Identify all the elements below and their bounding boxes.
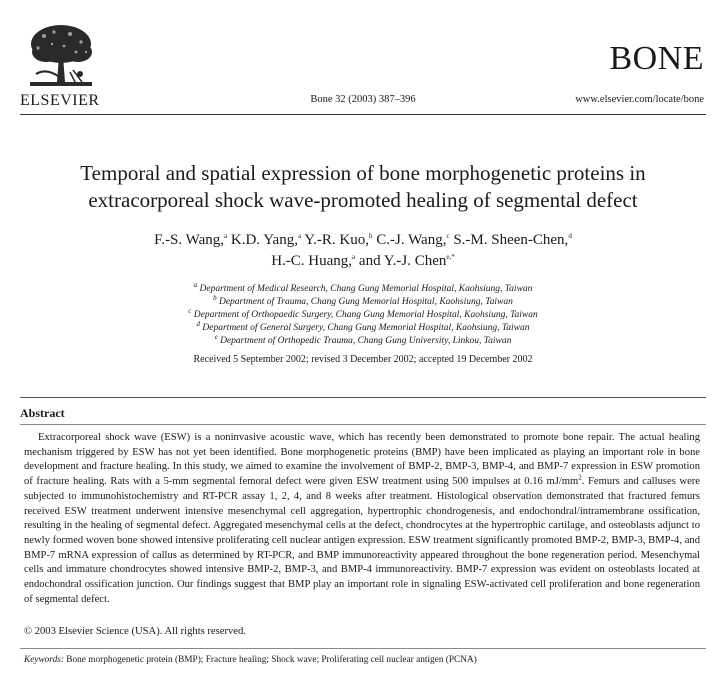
abstract-text-part-1: Extracorporeal shock wave (ESW) is a noninvasive acoustic wave, which has recently been demonstrated to promote bone repair. The actual healing mechanism triggered by ESW has not yet been identified. Bone morphogenetic proteins (BMP) have been implicated as playing an important role in bone development and fracture healing. In this study, we aimed to examine the involvement of BMP-2, BMP-3, BMP-4, and BMP-7 expression in ESW promotion of fracture healing. Rats with a 5-mm segmental femoral defect were given ESW treatment using 500 impulses at 0.16 mJ/mm [24, 432, 700, 488]
author-name: H.-C. Huang, [271, 253, 353, 269]
keywords-rule [20, 648, 706, 649]
author-line-1 [20, 230, 706, 251]
affiliation-text: Department of Trauma, Chang Gung Memorial Hospital, Kaohsiung, Taiwan [218, 297, 513, 307]
header-rule [20, 114, 706, 115]
affiliation [20, 319, 706, 335]
affiliation-mark: a [193, 280, 198, 289]
section-rule [20, 397, 706, 398]
author-line-2 [20, 251, 706, 272]
affiliation [20, 332, 706, 348]
citation: Bone 32 (2003) 387–396 [310, 94, 416, 105]
title-line-2: extracorporeal shock wave-promoted healing of segmental defect [88, 188, 638, 212]
author-name: C.-J. Wang, [376, 232, 447, 248]
author-name: and Y.-J. Chen [358, 253, 447, 269]
abstract-text-part-2: . Femurs and calluses were subjected to immunohistochemistry and RT-PCR assay 1, 2, 4, and 8 weeks after treatment. Histological observation demonstrated that fractured femurs received ESW treatment underwent intensive mesenchymal cell aggregation, hypertrophic chondrogenesis, and endochondral/intramembrane ossification, resulting in the healing of segmental defect. Aggregated mesenchymal cells at the defect, chondrocytes at the hypertrophic cartilage, and osteoblasts adjunct to newly formed woven bone showed intensive proliferating cell nuclear antigen expression. ESW treatment significantly promoted BMP-2, BMP-3, BMP-4, and BMP-7 mRNA expression of callus as determined by RT-PCR, and BMP immunoreactivity appeared throughout the bone regeneration period. Mesenchymal cells and immature chondrocytes showed intensive BMP-2, BMP-3, and BMP-4 immunoreactivity. BMP-7 expression was evident on osteoblasts located at endochondral ossification junction. Our findings suggest that BMP play an important role in signaling ESW-activated cell proliferation and bone regeneration of segmental defect. [24, 476, 701, 605]
copyright-line: © 2003 Elsevier Science (USA). All rights reserved. [24, 626, 246, 637]
publisher-name: ELSEVIER [20, 92, 100, 109]
author-affil-mark: a [297, 232, 302, 240]
affiliation-list [20, 280, 706, 348]
abstract-paragraph [24, 431, 700, 607]
article-title [20, 160, 706, 214]
affiliation-mark: d [196, 319, 201, 328]
affiliation-text: Department of Orthopedic Trauma, Chang Gung University, Linkou, Taiwan [220, 336, 512, 346]
affiliation [20, 306, 706, 322]
keywords [24, 655, 477, 665]
abstract-body [24, 431, 700, 607]
affiliation-text: Department of General Surgery, Chang Gung Memorial Hospital, Kaohsiung, Taiwan [202, 323, 530, 333]
journal-title: BONE [609, 40, 704, 77]
author-affil-mark: a [224, 232, 228, 240]
title-line-1: Temporal and spatial expression of bone morphogenetic proteins in [80, 161, 646, 185]
affiliation-text: Department of Medical Research, Chang Gung Memorial Hospital, Kaohsiung, Taiwan [199, 284, 533, 294]
author-list [20, 230, 706, 272]
author-affil-mark: b [369, 232, 373, 240]
journal-url[interactable]: www.elsevier.com/locate/bone [575, 94, 704, 105]
author-affil-mark: d [568, 232, 572, 240]
affiliation-text: Department of Orthopaedic Surgery, Chang Gung Memorial Hospital, Kaohsiung, Taiwan [193, 310, 538, 320]
affiliation [20, 293, 706, 309]
author-name: S.-M. Sheen-Chen, [453, 232, 569, 248]
affiliation-mark: e [214, 332, 218, 341]
abstract-rule [20, 424, 706, 425]
abstract-heading: Abstract [20, 406, 65, 420]
author-name: F.-S. Wang, [154, 232, 224, 248]
keywords-label: Keywords: [24, 655, 64, 665]
author-affil-mark: e,* [446, 253, 455, 261]
keywords-text: Bone morphogenetic protein (BMP); Fracture healing; Shock wave; Proliferating cell nuclear antigen (PCNA) [66, 655, 477, 665]
affiliation-mark: c [188, 306, 192, 315]
author-affil-mark: c [446, 232, 450, 240]
affiliation-mark: b [213, 293, 217, 302]
elsevier-tree-logo [26, 22, 96, 92]
abstract-superscript: 2 [578, 473, 582, 482]
author-name: K.D. Yang, [230, 232, 298, 248]
author-name: Y.-R. Kuo, [304, 232, 370, 248]
received-dates: Received 5 September 2002; revised 3 December 2002; accepted 19 December 2002 [193, 354, 533, 365]
affiliation [20, 280, 706, 296]
author-affil-mark: a [352, 253, 356, 261]
